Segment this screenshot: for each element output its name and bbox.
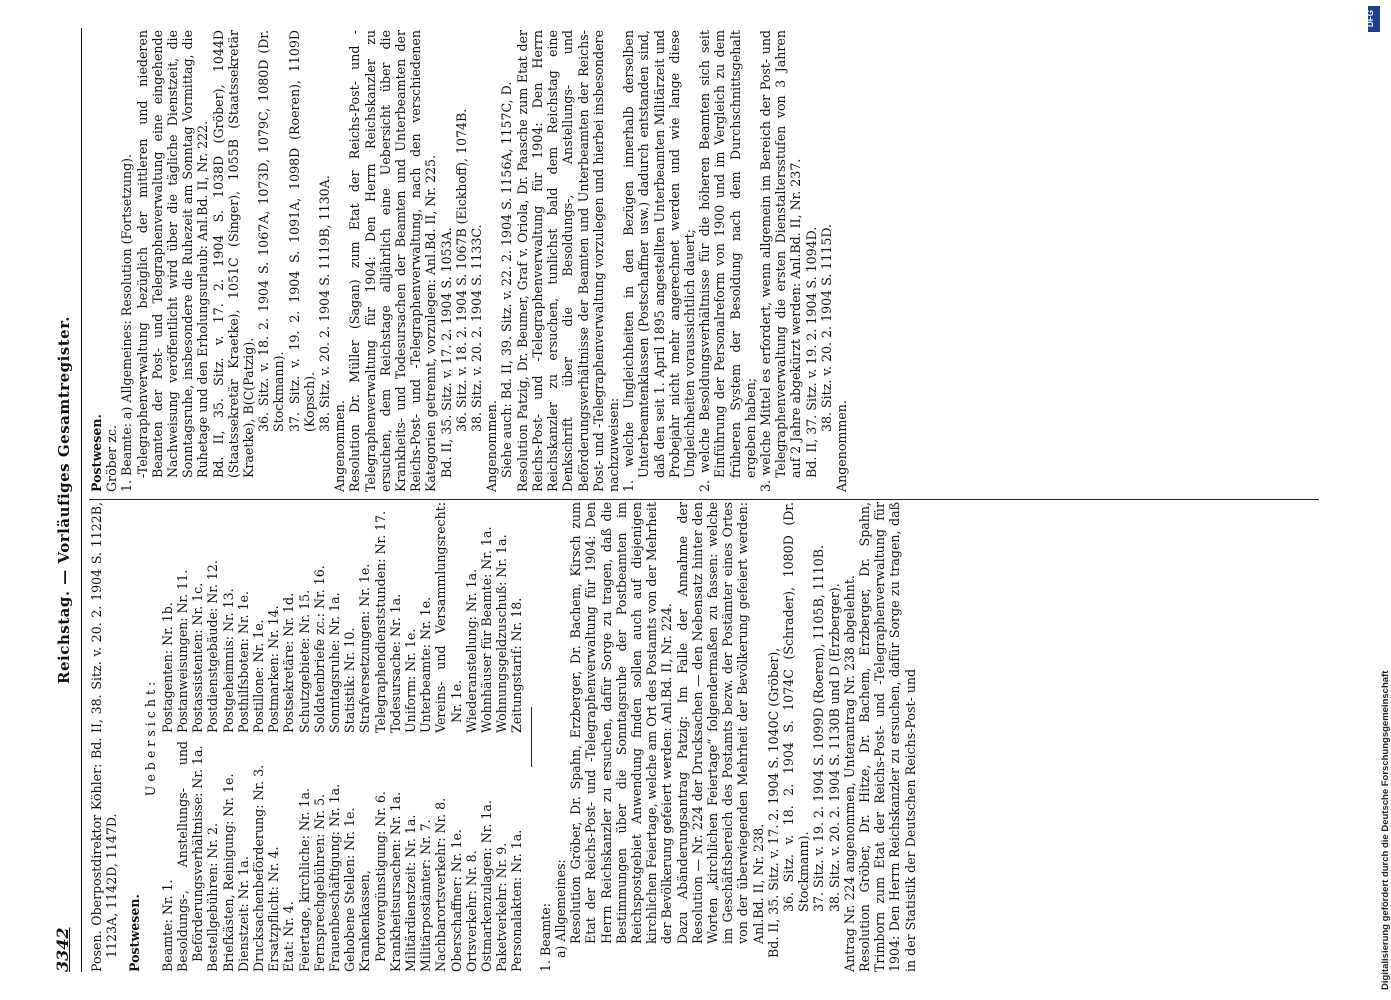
uebersicht-item: Postagenten: Nr. 1b. [159,602,175,733]
uebersicht-item: Briefkästen, Reinigung: Nr. 1e. [220,773,236,972]
uebersicht-item: Posthilfsboten: Nr. 1e. [235,590,251,733]
uebersicht-item: Wohnhäuser für Beamte: Nr. 1a. [479,526,495,733]
uebersicht-label: Uebersicht: [142,677,158,797]
uebersicht-item: Besoldungs-, Anstellungs- und Beförderungsverhältnisse: Nr. 1a. [175,741,206,972]
document-page [41,20,1341,980]
running-title: Reichstag. — Vorläufiges Gesamtregister. [55,316,73,684]
antrag-result: Antrag Nr. 224 angenommen, Unterantrag Nr. 238 abgelehnt. [841,575,857,972]
reference-r-sitz37: 37. Sitz. v. 19. 2. 1904 S. 1091A, 1098D (Roeren), 1109D (Kopsch). [286,30,317,432]
uebersicht-item: Etat: Nr. 4. [281,901,297,972]
reference-sitz35: Bd. II, 35. Sitz. v. 17. 2. 1904 S. 1040C (Gröber), [765,647,781,958]
uebersicht-item: Krankheitsursachen: Nr. 1a. [387,791,403,972]
uebersicht-item: Sonntagsruhe: Nr. 1a. [327,592,343,733]
digitization-credit [1366,10,1391,990]
reference-r-sitz36: 36. Sitz. v. 18. 2. 1904 S. 1067A, 1073D, 1079C, 1080D (Dr. Stockmann). [256,30,287,432]
resolution-continuation: -Telegraphenverwaltung bezüglich der mittleren und niederen Beamten der Post- und Telegraphenverwaltung eine eingehende Nachweisung veröffentlicht wird über die tägliche Dienstzeit, die Sonntagsruhe, insbesondere die Ruhezeit am Sonntag Vormittag, die Ruhetage und den Erholungsurlaub: Anl.Bd. II, Nr. 222. [134,30,211,478]
result-angenommen-1: Angenommen. [332,400,348,492]
left-column [89,502,918,972]
column-divider [89,499,1319,500]
uebersicht-item: Drucksachenbeförderung: Nr. 3. [251,764,267,972]
uebersicht-item: Ortsverkehr: Nr. 8. [463,850,479,972]
section-rule [531,707,532,767]
groeber-zc: Gröber zc. [104,425,120,492]
uebersicht-column-2 [160,502,525,733]
uebersicht-item: Strafversetzungen: Nr. 1e. [357,563,373,733]
heading-beamte: 1. Beamte: [537,903,553,972]
uebersicht-item: Ersatzpflicht: Nr. 4. [266,846,282,972]
list-item-3: 3. welche Mittel es erfordert, wenn allgemein im Bereich der Post- und Telegraphenverwaltung die ersten Dienstaltersstufen von 3 Jahren auf 2 Jahre abgekürzt werden: Anl.Bd. II, Nr. 237. [757,30,804,492]
result-angenommen-3: Angenommen. [833,400,849,492]
uebersicht-column-1 [160,741,525,972]
uebersicht-item: Feiertage, kirchliche: Nr. 1a. [296,787,312,972]
uebersicht-item: Postgeheimnis: Nr. 13. [220,588,236,733]
list-item-2: 2. welche Besoldungsverhältnisse für die höheren Beamten sich seit Einführung der Personalreform von 1900 und im Vergleich zu dem früheren System der Besoldung nach dem Durchschnittsgehalt ergeben haben; [697,30,758,492]
uebersicht-item: Gehobene Stellen: Nr. 1e. [342,807,358,972]
right-column [89,30,849,492]
page-header [51,20,81,980]
uebersicht-item: Telegraphendienststunden: Nr. 17. [372,510,388,733]
reference-p-sitz37: Bd. II, 37. Sitz. v. 19. 2. 1904 S. 1094D. [803,226,819,478]
reference-sitz37: 37. Sitz. v. 19. 2. 1904 S. 1099D (Roeren), 1105B, 1110B. [811,544,827,912]
uebersicht-item: Schutzgebiete: Nr. 15. [296,589,312,733]
uebersicht-list [160,502,525,972]
uebersicht-item: Wiederanstellung: Nr. 1a. [463,568,479,733]
credit-text: Digitalisierung gefördert durch die Deutsche Forschungsgemeinschaft [1380,670,1391,990]
resolution-mueller: Resolution Dr. Müller (Sagan) zum Etat der Reichs-Post- und -Telegraphenverwaltung für 1904: Den Herrn Reichskanzler zu ersuchen, dem Reichstage alljährlich eine Uebersicht über die Krankheits- und Todesursachen der Beamten und Unterbeamten der Reichs-Post- und -Telegraphenverwaltung, nach den verschiedenen Kategorien getrennt, vorzulegen: Anl.Bd. II, Nr. 225. [347,30,439,492]
resolution-groeber: Resolution Gröber, Dr. Spahn, Erzberger, Dr. Bachem, Kirsch zum Etat der Reichs-Post- und -Telegraphenverwaltung für 1904: Den Herrn Reichskanzler zu ersuchen, dafür Sorge zu tragen, daß die Bestimmungen über die Sonntagsruhe der Postbeamten im Reichspostgebiet Anwendung finden sollen auch auf diejenigen kirchlichen Feiertage, welche am Ort des Postamts von der Mehrheit der Bevölkerung gefeiert werden: Anl.Bd. II, Nr. 224. [568,502,675,944]
uebersicht-item: Militärpostämter: Nr. 7. [418,819,434,972]
uebersicht-item: Postmarken: Nr. 14. [266,605,282,733]
uebersicht-item: Postassistenten: Nr. 1c. [190,582,206,733]
header-rule [81,28,82,972]
reference-m-sitz36: 36. Sitz. v. 18. 2. 1904 S. 1067B (Eickhoff), 1074B. [453,108,469,432]
uebersicht-item: Bestellgebühren: Nr. 2. [205,822,221,972]
entry-postwesen-heading: Postwesen. [127,894,143,972]
uebersicht-item: Soldatenbriefe zc.: Nr. 16. [311,565,327,733]
siehe-auch: Siehe auch: Bd. II, 39. Sitz. v. 22. 2. 1904 S. 1156A, 1157C, D. [499,81,515,478]
list-item-1: 1. welche Ungleichheiten in den Bezügen innerhalb derselben Unterbeamtenklassen (Postschaffner usw.) dadurch entstanden sind, daß den seit 1. April 1895 angestellten Unterbeamten Militärzeit und Probejahr nicht mehr angerechnet werden und wie lange diese Ungleichheiten voraussichtlich dauert; [621,30,697,492]
reference-sitz36: 36. Sitz. v. 18. 2. 1904 S. 1074C (Schrader), 1080D (Dr. Stockmann). [780,502,812,912]
resolution-patzig: Resolution Patzig, Dr. Beumer, Graf v. Oriola, Dr. Paasche zum Etat der Reichs-Post- und -Telegraphenverwaltung für 1904: Den Herrn Reichskanzler zu ersuchen, tunlichst bald dem Reichstag eine Denkschrift über die Besoldungs-, Anstellungs- und Beförderungsverhältnisse der Beamten und Unterbeamten der Reichs-Post- und -Telegraphenverwaltung vorzulegen und hierbei insbesondere nachzuweisen: [514,30,621,492]
entry-posen: Posen. Oberpostdirektor Köhler: Bd. II, 38. Sitz. v. 20. 2. 1904 S. 1122B, 1123A, 1142D, 1147D. [89,502,120,972]
uebersicht-item: Nachbarortsverkehr: Nr. 8. [433,797,449,972]
reference-m-sitz38: 38. Sitz. v. 20. 2. 1904 S. 1133C. [469,224,485,432]
uebersicht-item: Paketverkehr: Nr. 9. [494,842,510,972]
uebersicht-item: Postanweisungen: Nr. 11. [175,569,191,733]
heading-allgemeines: a) Allgemeines: [552,859,568,958]
uebersicht-item: Todesursache: Nr. 1a. [387,593,403,733]
uebersicht-item: Militärdienstzeit: Nr. 1a. [403,814,419,972]
dfg-logo-text: DFG [1365,10,1375,27]
reference-r-sitz35: Bd. II, 35. Sitz. v. 17. 2. 1904 S. 1038D (Gröber), 1044D (Staatssekretär Kraetke), 1051C (Singer), 1055B (Staatssekretär Kraetke), B(C(Patzig). [210,30,257,478]
uebersicht-item: Unterbeamte: Nr. 1e. [418,596,434,733]
uebersicht-item: Postillone: Nr. 1e. [251,619,267,733]
uebersicht-item: Wohnungsgeldzuschuß: Nr. 1a. [494,534,510,733]
uebersicht-item: Frauenbeschäftigung: Nr. 1a. [327,783,343,972]
uebersicht-item: Zeitungstarif: Nr. 18. [509,597,525,733]
uebersicht-item: Dienstzeit: Nr. 1a. [235,856,251,972]
abaenderungsantrag-patzig: Dazu Abänderungsantrag Patzig: Im Falle der Annahme der Resolution — Nr. 224 der Drucksachen — den Nebensatz hinter den Worten „kirchlichen Feiertage“ folgendermaßen zu fassen: welche im Geschäftsbereich des Postamts bezw. der Postämter eines Ortes von der überwiegenden Mehrheit der Bevölkerung gefeiert werden: Anl.Bd. II, Nr. 238. [674,502,766,944]
uebersicht-item: Beamte: Nr. 1. [159,879,175,972]
reference-m-sitz35: Bd. II, 35. Sitz. v. 17. 2. 1904 S. 1053A. [438,227,454,478]
entry-postwesen-heading-cont: Postwesen. [89,414,104,492]
resolution-hitze: Resolution Gröber, Dr. Hitze, Dr. Bachem, Erzberger, Dr. Spahn, Trimborn zum Etat der Reichs-Post- und -Telegraphenverwaltung für 1904: Den Herrn Reichskanzler zu ersuchen, dafür Sorge zu tragen, daß in der Statistik der Deutschen Reichs-Post- und [856,502,918,972]
uebersicht-item: Uniform: Nr. 1e. [403,628,419,733]
uebersicht-item: Fernsprechgebühren: Nr. 5. [311,793,327,972]
result-angenommen-2: Angenommen. [484,400,500,492]
uebersicht-item: Oberschaffner: Nr. 1e. [448,829,464,972]
beamte-intro: 1. Beamte: a) Allgemeines: Resolution (Fortsetzung). [119,153,135,492]
reference-sitz38: 38. Sitz. v. 20. 2. 1904 S. 1130B und D (Erzberger). [826,583,842,912]
reference-r-sitz38: 38. Sitz. v. 20. 2. 1904 S. 1119B, 1130A. [317,175,333,432]
uebersicht-item: Personalakten: Nr. 1a. [509,829,525,972]
uebersicht-item: Vereins- und Versammlungsrecht: Nr. 1e. [433,502,464,733]
uebersicht-item: Statistik: Nr. 10. [342,627,358,733]
uebersicht-item: Postdienstgebäude: Nr. 12. [205,560,221,733]
uebersicht-item: Postsekretäre: Nr. 1d. [281,592,297,733]
uebersicht-item: Ostmarkenzulagen: Nr. 1a. [479,800,495,972]
reference-p-sitz38: 38. Sitz. v. 20. 2. 1904 S. 1115D. [818,223,834,432]
uebersicht-item: Krankenkassen, Portovergünstigung: Nr. 6. [357,791,388,972]
page-number: 3342 [53,927,72,972]
